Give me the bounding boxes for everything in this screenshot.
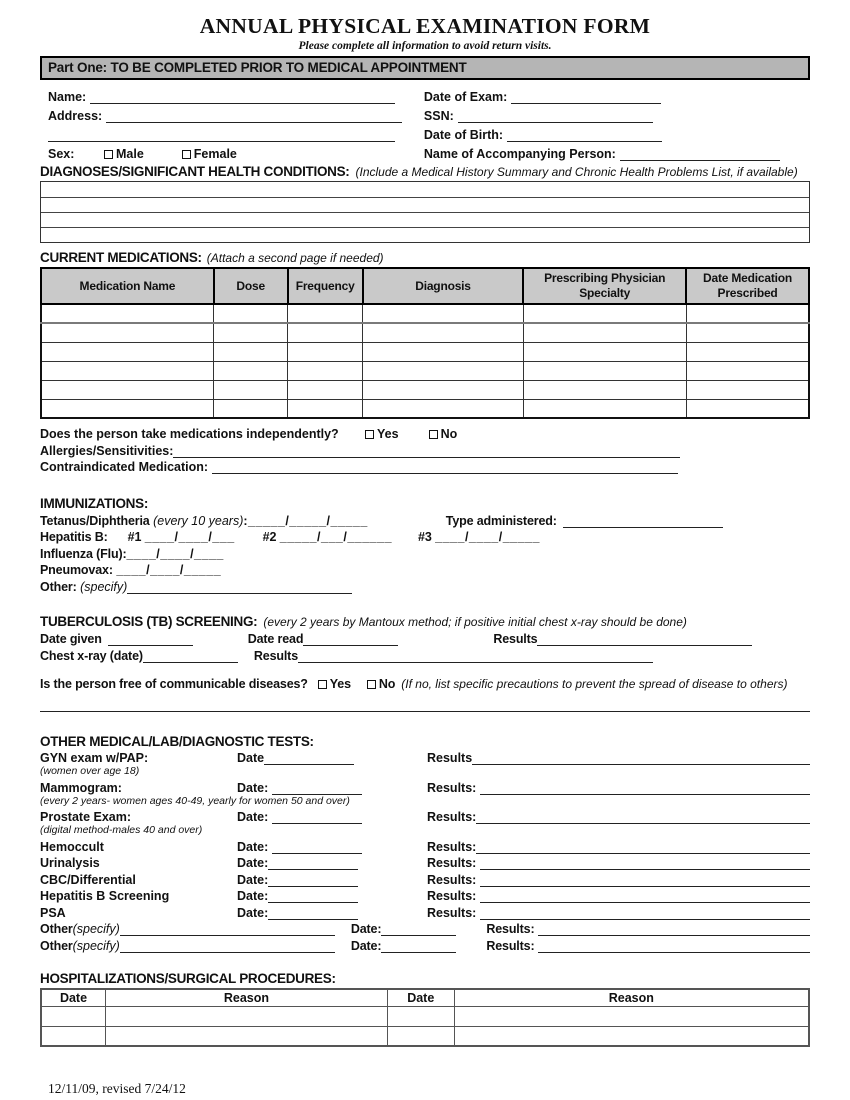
med-cell[interactable] bbox=[686, 304, 809, 323]
dob-label: Date of Birth: bbox=[423, 128, 504, 142]
hospitalizations-title: HOSPITALIZATIONS/SURGICAL PROCEDURES: bbox=[40, 970, 336, 986]
hospitalizations-section bbox=[40, 971, 810, 1048]
tb-results-label: Results bbox=[493, 631, 538, 646]
med-cell[interactable] bbox=[686, 323, 809, 342]
tb-date-row bbox=[40, 629, 810, 646]
medication-row bbox=[41, 399, 809, 418]
lab-note: (digital method-males 40 and over) bbox=[40, 824, 203, 836]
chest-xray-date-line[interactable] bbox=[143, 651, 238, 663]
lab-results-label: Results: bbox=[427, 780, 477, 795]
immunization-other-label: Other: bbox=[40, 579, 77, 594]
med-cell[interactable] bbox=[363, 323, 524, 342]
tetanus-date-blanks[interactable]: :_____/_____/_____ bbox=[243, 513, 368, 528]
dob-row bbox=[424, 123, 810, 142]
contraindicated-line[interactable] bbox=[212, 462, 678, 474]
lab-test-label: CBC/Differential bbox=[40, 872, 136, 887]
lab-other-specify-line[interactable] bbox=[120, 924, 335, 936]
medications-section-header bbox=[40, 250, 810, 265]
lab-date-label: Date: bbox=[237, 905, 269, 920]
lab-date-line[interactable] bbox=[268, 858, 358, 870]
hosp-cell[interactable] bbox=[387, 1026, 454, 1046]
medications-independent-row bbox=[40, 423, 810, 441]
lab-other-results-line[interactable] bbox=[538, 924, 810, 936]
lab-row-hemoccult bbox=[40, 837, 810, 854]
tetanus-label: Tetanus/Diphtheria bbox=[40, 513, 150, 528]
lab-row-prostate bbox=[40, 808, 810, 825]
hepatitis-b-label: Hepatitis B: bbox=[40, 530, 108, 544]
diagnoses-row[interactable] bbox=[41, 197, 809, 212]
contraindicated-row bbox=[40, 458, 678, 475]
med-cell[interactable] bbox=[288, 399, 363, 418]
lab-test-label: Mammogram: bbox=[40, 780, 122, 795]
communicable-note: (If no, list specific precautions to prevent the spread of disease to others) bbox=[401, 676, 788, 691]
lab-results-line[interactable] bbox=[480, 858, 810, 870]
influenza-label: Influenza (Flu): bbox=[40, 546, 127, 561]
lab-results-line[interactable] bbox=[480, 891, 810, 903]
col-frequency: Frequency bbox=[288, 268, 363, 304]
medication-row bbox=[41, 323, 809, 342]
tb-results-line[interactable] bbox=[537, 634, 752, 646]
med-cell[interactable] bbox=[214, 323, 288, 342]
lab-test-label: PSA bbox=[40, 905, 66, 920]
lab-other-results-label: Results: bbox=[486, 922, 535, 936]
diagnoses-row[interactable] bbox=[41, 182, 809, 197]
lab-results-line[interactable] bbox=[480, 875, 810, 887]
medications-yes-checkbox[interactable] bbox=[365, 430, 374, 439]
med-cell[interactable] bbox=[41, 304, 214, 323]
hosp-cell[interactable] bbox=[454, 1006, 809, 1026]
influenza-blanks[interactable]: ____/____/____ bbox=[126, 546, 224, 561]
col-date-prescribed: Date Medication Prescribed bbox=[686, 268, 809, 304]
lab-other-results-label: Results: bbox=[486, 938, 535, 953]
diagnoses-row[interactable] bbox=[41, 227, 809, 242]
lab-date-line[interactable] bbox=[264, 753, 354, 765]
patient-info-section bbox=[40, 85, 810, 161]
col-medication-name: Medication Name bbox=[41, 268, 214, 304]
pneumovax-row bbox=[40, 561, 810, 578]
lab-date-label: Date: bbox=[237, 856, 269, 870]
chest-xray-label: Chest x-ray (date) bbox=[40, 648, 143, 663]
lab-results-label: Results: bbox=[427, 810, 477, 824]
med-cell[interactable] bbox=[214, 399, 288, 418]
med-cell[interactable] bbox=[363, 380, 524, 399]
hospitalizations-header-row bbox=[41, 989, 809, 1007]
lab-other-specify-line[interactable] bbox=[120, 941, 335, 953]
allergies-row bbox=[40, 441, 680, 458]
accompanying-person-label: Name of Accompanying Person: bbox=[423, 147, 616, 161]
male-checkbox[interactable] bbox=[104, 150, 113, 159]
lab-results-label: Results: bbox=[427, 839, 477, 854]
ssn-row bbox=[424, 104, 810, 123]
sex-label: Sex: bbox=[48, 147, 75, 161]
med-cell[interactable] bbox=[288, 304, 363, 323]
lab-date-label: Date: bbox=[237, 810, 269, 824]
labs-title: OTHER MEDICAL/LAB/DIAGNOSTIC TESTS: bbox=[40, 733, 314, 749]
med-cell[interactable] bbox=[523, 304, 686, 323]
tb-date-given-line[interactable] bbox=[108, 634, 193, 646]
col-diagnosis: Diagnosis bbox=[363, 268, 524, 304]
hep1-label: #1 bbox=[127, 530, 142, 544]
lab-results-label: Results: bbox=[427, 905, 477, 920]
med-cell[interactable] bbox=[41, 399, 214, 418]
med-cell[interactable] bbox=[288, 323, 363, 342]
lab-results-line[interactable] bbox=[480, 908, 810, 920]
col-hosp-reason-1: Reason bbox=[106, 989, 388, 1007]
lab-other-date-label: Date: bbox=[350, 922, 382, 936]
med-cell[interactable] bbox=[686, 342, 809, 361]
communicable-no-label: No bbox=[378, 676, 396, 691]
med-cell[interactable] bbox=[214, 342, 288, 361]
hospitalization-row bbox=[41, 1026, 809, 1046]
lab-row-psa bbox=[40, 903, 810, 920]
lab-date-label: Date bbox=[237, 751, 265, 765]
communicable-diseases-row bbox=[40, 677, 810, 691]
form-subtitle: Please complete all information to avoid return visits. bbox=[298, 40, 552, 52]
med-cell[interactable] bbox=[214, 304, 288, 323]
lab-date-label: Date: bbox=[237, 839, 269, 854]
dob-line[interactable] bbox=[507, 130, 662, 142]
hosp-cell[interactable] bbox=[41, 1026, 106, 1046]
lab-other-label: Other bbox=[40, 938, 73, 953]
col-hosp-reason-2: Reason bbox=[454, 989, 809, 1007]
chest-xray-results-line[interactable] bbox=[298, 651, 653, 663]
immunizations-title: IMMUNIZATIONS: bbox=[40, 496, 149, 511]
lab-results-label: Results: bbox=[427, 872, 477, 887]
hospitalization-row bbox=[41, 1006, 809, 1026]
independent-question: Does the person take medications independently? bbox=[40, 427, 339, 441]
lab-results-line[interactable] bbox=[476, 842, 810, 854]
med-cell[interactable] bbox=[363, 342, 524, 361]
revision-date: 12/11/09, revised 7/24/12 bbox=[48, 1081, 186, 1096]
communicable-precautions-line[interactable] bbox=[40, 699, 810, 712]
type-administered-label: Type administered: bbox=[445, 513, 557, 528]
medications-yes-label: Yes bbox=[377, 427, 399, 441]
medication-row bbox=[41, 304, 809, 323]
communicable-yes-label: Yes bbox=[329, 676, 351, 691]
tb-date-given-label: Date given bbox=[40, 631, 102, 646]
medications-no-label: No bbox=[440, 427, 458, 441]
lab-date-line[interactable] bbox=[268, 875, 358, 887]
diagnoses-title: DIAGNOSES/SIGNIFICANT HEALTH CONDITIONS: bbox=[40, 164, 350, 179]
lab-other-results-line[interactable] bbox=[538, 941, 810, 953]
medications-title: CURRENT MEDICATIONS: bbox=[40, 250, 202, 265]
lab-other-date-line[interactable] bbox=[381, 941, 456, 953]
communicable-yes-checkbox[interactable] bbox=[318, 680, 327, 689]
date-of-exam-label: Date of Exam: bbox=[423, 90, 508, 104]
med-cell[interactable] bbox=[523, 380, 686, 399]
medications-no-checkbox[interactable] bbox=[429, 430, 438, 439]
tb-screening-section bbox=[40, 614, 810, 712]
date-of-exam-row bbox=[424, 85, 810, 104]
pneumovax-label: Pneumovax: bbox=[40, 563, 113, 577]
lab-row-hepatitis-b bbox=[40, 887, 810, 904]
lab-results-line[interactable] bbox=[472, 753, 810, 765]
lab-date-line[interactable] bbox=[268, 908, 358, 920]
lab-date-line[interactable] bbox=[272, 812, 362, 824]
lab-note: (women over age 18) bbox=[40, 765, 140, 777]
tetanus-row bbox=[40, 511, 810, 528]
med-cell[interactable] bbox=[41, 323, 214, 342]
lab-row-gyn bbox=[40, 749, 810, 766]
immunization-other-note: (specify) bbox=[80, 579, 128, 594]
immunizations-section bbox=[40, 496, 810, 594]
diagnoses-row[interactable] bbox=[41, 212, 809, 227]
medication-row bbox=[41, 361, 809, 380]
immunization-other-line[interactable] bbox=[127, 582, 352, 594]
female-checkbox[interactable] bbox=[182, 150, 191, 159]
male-label: Male bbox=[116, 147, 144, 161]
tb-chest-xray-row bbox=[40, 646, 810, 663]
lab-date-line[interactable] bbox=[272, 842, 362, 854]
lab-results-label: Results: bbox=[427, 856, 477, 870]
med-cell[interactable] bbox=[288, 342, 363, 361]
hosp-cell[interactable] bbox=[41, 1006, 106, 1026]
address-row bbox=[48, 104, 402, 123]
medications-table bbox=[40, 267, 810, 419]
hosp-cell[interactable] bbox=[454, 1026, 809, 1046]
med-cell[interactable] bbox=[686, 399, 809, 418]
hep3-label: #3 bbox=[418, 530, 432, 544]
col-prescribing-physician: Prescribing Physician Specialty bbox=[523, 268, 686, 304]
ssn-label: SSN: bbox=[423, 109, 454, 123]
med-cell[interactable] bbox=[288, 380, 363, 399]
lab-other-row-2 bbox=[40, 936, 810, 953]
hospitalizations-table bbox=[40, 988, 810, 1048]
tb-title: TUBERCULOSIS (TB) SCREENING: bbox=[40, 613, 258, 629]
hep2-blanks[interactable]: _____/___/______ bbox=[279, 530, 393, 544]
lab-date-line[interactable] bbox=[272, 783, 362, 795]
address-input-line[interactable] bbox=[106, 111, 402, 123]
accompanying-person-line[interactable] bbox=[620, 149, 780, 161]
med-cell[interactable] bbox=[686, 380, 809, 399]
lab-date-label: Date: bbox=[237, 780, 269, 795]
name-input-line[interactable] bbox=[90, 92, 395, 104]
med-cell[interactable] bbox=[686, 361, 809, 380]
chest-xray-results-label: Results bbox=[253, 648, 298, 663]
med-cell[interactable] bbox=[523, 323, 686, 342]
med-cell[interactable] bbox=[41, 361, 214, 380]
accompanying-person-row bbox=[424, 142, 810, 161]
lab-test-label: Prostate Exam: bbox=[40, 810, 132, 824]
med-cell[interactable] bbox=[214, 380, 288, 399]
influenza-row bbox=[40, 544, 810, 561]
part-one-banner: Part One: TO BE COMPLETED PRIOR TO MEDICAL APPOINTMENT bbox=[40, 56, 810, 80]
hosp-cell[interactable] bbox=[106, 1026, 388, 1046]
lab-other-note: (specify) bbox=[72, 938, 120, 953]
med-cell[interactable] bbox=[363, 361, 524, 380]
hepatitis-b-row bbox=[40, 528, 810, 545]
lab-results-label: Results bbox=[427, 751, 473, 765]
sex-row bbox=[48, 142, 402, 161]
female-label: Female bbox=[193, 147, 237, 161]
contraindicated-label: Contraindicated Medication: bbox=[40, 460, 209, 474]
hep3-blanks[interactable]: ____/____/_____ bbox=[435, 530, 540, 544]
col-hosp-date-2: Date bbox=[387, 989, 454, 1007]
hep2-label: #2 bbox=[262, 530, 277, 544]
lab-test-label: GYN exam w/PAP: bbox=[40, 751, 149, 765]
tetanus-note: (every 10 years) bbox=[153, 513, 244, 528]
allergies-line[interactable] bbox=[173, 446, 680, 458]
lab-results-line[interactable] bbox=[480, 783, 810, 795]
med-cell[interactable] bbox=[214, 361, 288, 380]
lab-date-label: Date: bbox=[237, 872, 269, 887]
lab-results-line[interactable] bbox=[476, 812, 810, 824]
form-title: ANNUAL PHYSICAL EXAMINATION FORM bbox=[199, 14, 651, 38]
hosp-cell[interactable] bbox=[106, 1006, 388, 1026]
name-label: Name: bbox=[48, 90, 87, 104]
med-cell[interactable] bbox=[523, 361, 686, 380]
date-of-exam-line[interactable] bbox=[511, 92, 661, 104]
diagnoses-note: (Include a Medical History Summary and Chronic Health Problems List, if available) bbox=[355, 165, 798, 179]
tb-date-read-line[interactable] bbox=[303, 634, 398, 646]
medications-table-header-row bbox=[41, 268, 809, 304]
lab-test-label: Hemoccult bbox=[40, 839, 104, 854]
lab-row-urinalysis bbox=[40, 854, 810, 871]
ssn-line[interactable] bbox=[458, 111, 653, 123]
lab-test-label: Hepatitis B Screening bbox=[40, 889, 170, 903]
lab-row-mammogram bbox=[40, 778, 810, 795]
communicable-no-checkbox[interactable] bbox=[367, 680, 376, 689]
allergies-label: Allergies/Sensitivities: bbox=[40, 443, 174, 458]
col-hosp-date-1: Date bbox=[41, 989, 106, 1007]
tb-note: (every 2 years by Mantoux method; if positive initial chest x-ray should be done) bbox=[263, 614, 687, 629]
labs-section bbox=[40, 734, 810, 953]
lab-date-label: Date: bbox=[237, 889, 269, 903]
med-cell[interactable] bbox=[288, 361, 363, 380]
diagnoses-section-header bbox=[40, 164, 810, 179]
lab-other-date-label: Date: bbox=[350, 938, 382, 953]
medications-note: (Attach a second page if needed) bbox=[206, 251, 384, 265]
pneumovax-blanks[interactable]: ____/____/_____ bbox=[116, 563, 222, 577]
name-row bbox=[48, 85, 402, 104]
lab-test-label: Urinalysis bbox=[40, 856, 100, 870]
lab-other-label: Other bbox=[40, 922, 73, 936]
lab-note: (every 2 years- women ages 40-49, yearly for women 50 and over) bbox=[40, 794, 350, 807]
address-label: Address: bbox=[48, 109, 103, 123]
address-input-line-2[interactable] bbox=[48, 130, 395, 142]
lab-results-label: Results: bbox=[427, 889, 477, 903]
communicable-question: Is the person free of communicable diseases? bbox=[40, 676, 308, 691]
lab-date-line[interactable] bbox=[268, 891, 358, 903]
lab-other-note: (specify) bbox=[72, 922, 120, 936]
med-cell[interactable] bbox=[363, 399, 524, 418]
hep1-blanks[interactable]: ____/____/___ bbox=[144, 530, 235, 544]
medication-row bbox=[41, 380, 809, 399]
address-row-2 bbox=[48, 123, 402, 142]
medication-row bbox=[41, 342, 809, 361]
med-cell[interactable] bbox=[41, 342, 214, 361]
hosp-cell[interactable] bbox=[387, 1006, 454, 1026]
diagnoses-box bbox=[40, 181, 810, 243]
lab-other-row-1 bbox=[40, 920, 810, 937]
col-dose: Dose bbox=[214, 268, 288, 304]
lab-row-cbc bbox=[40, 870, 810, 887]
med-cell[interactable] bbox=[523, 399, 686, 418]
lab-other-date-line[interactable] bbox=[381, 924, 456, 936]
med-cell[interactable] bbox=[363, 304, 524, 323]
med-cell[interactable] bbox=[41, 380, 214, 399]
immunization-other-row bbox=[40, 577, 810, 594]
med-cell[interactable] bbox=[523, 342, 686, 361]
type-administered-line[interactable] bbox=[563, 516, 723, 528]
tb-date-read-label: Date read bbox=[247, 631, 304, 646]
